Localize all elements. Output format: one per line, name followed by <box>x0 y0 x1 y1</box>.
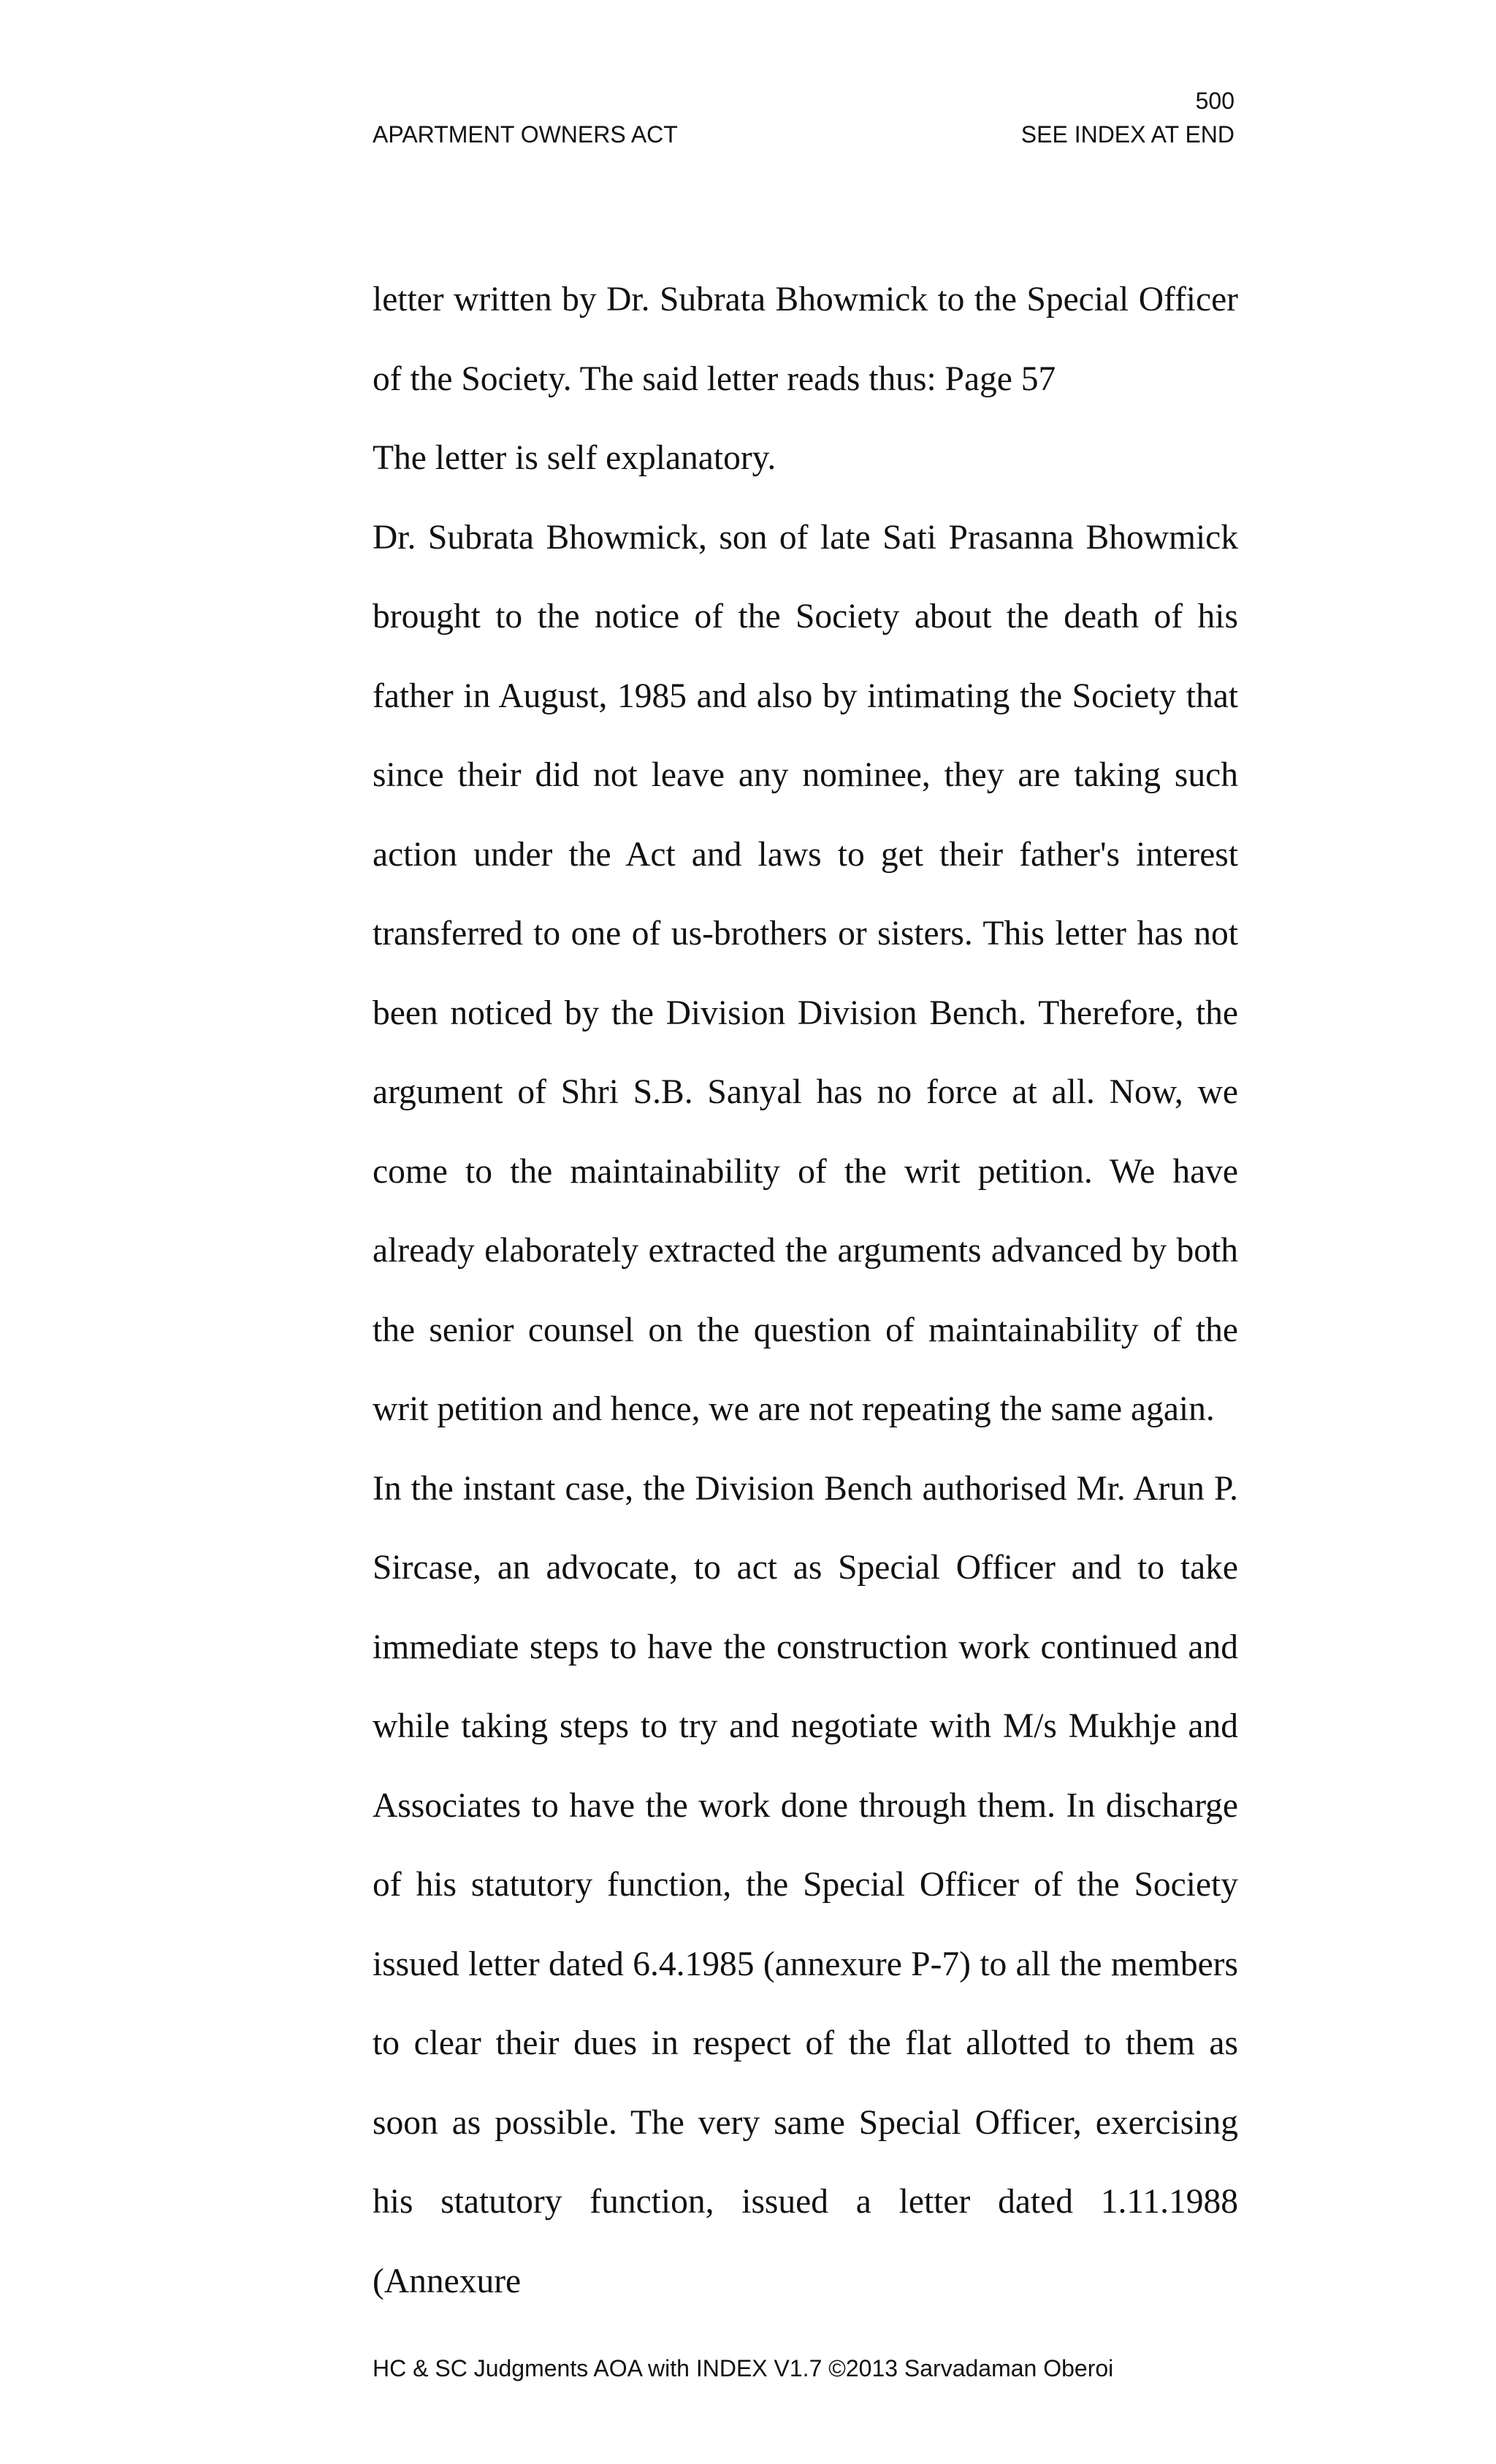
header-right-title: SEE INDEX AT END <box>1020 121 1234 148</box>
paragraph-3: Dr. Subrata Bhowmick, son of late Sati Prasanna Bhowmick brought to the notice of the Society about the death of his father in August, 1985 and also by intimating the Society that since their did not leave any nominee, they are taking such action under the Act and laws to get their father's interest transferred to one of us-brothers or sisters. This letter has not been noticed by the Division Division Bench. Therefore, the argument of Shri S.B. Sanyal has no force at all. Now, we come to the maintainability of the writ petition. We have already elaborately extracted the arguments advanced by both the senior counsel on the question of maintainability of the writ petition and hence, we are not repeating the same again. <box>373 518 1238 1428</box>
paragraph-1: letter written by Dr. Subrata Bhowmick to the Special Officer of the Society. The said letter reads thus: Page 57 <box>373 281 1238 398</box>
document-body <box>373 260 1238 2321</box>
paragraph-4: In the instant case, the Division Bench authorised Mr. Arun P. Sircase, an advocate, to act as Special Officer and to take immediate steps to have the construction work continued and while taking steps to try and negotiate with M/s Mukhje and Associates to have the work done through them. In discharge of his statutory function, the Special Officer of the Society issued letter dated 6.4.1985 (annexure P-7) to all the members to clear their dues in respect of the flat allotted to them as soon as possible. The very same Special Officer, exercising his statutory function, issued a letter dated 1.11.1988 (Annexure <box>373 1469 1238 2300</box>
header-left-title: APARTMENT OWNERS ACT <box>373 121 678 148</box>
running-footer: HC & SC Judgments AOA with INDEX V1.7 ©2013 Sarvadaman Oberoi <box>373 2355 1114 2381</box>
paragraph-2: The letter is self explanatory. <box>373 439 776 477</box>
running-header <box>373 120 1234 149</box>
page-number: 500 <box>1195 88 1234 114</box>
